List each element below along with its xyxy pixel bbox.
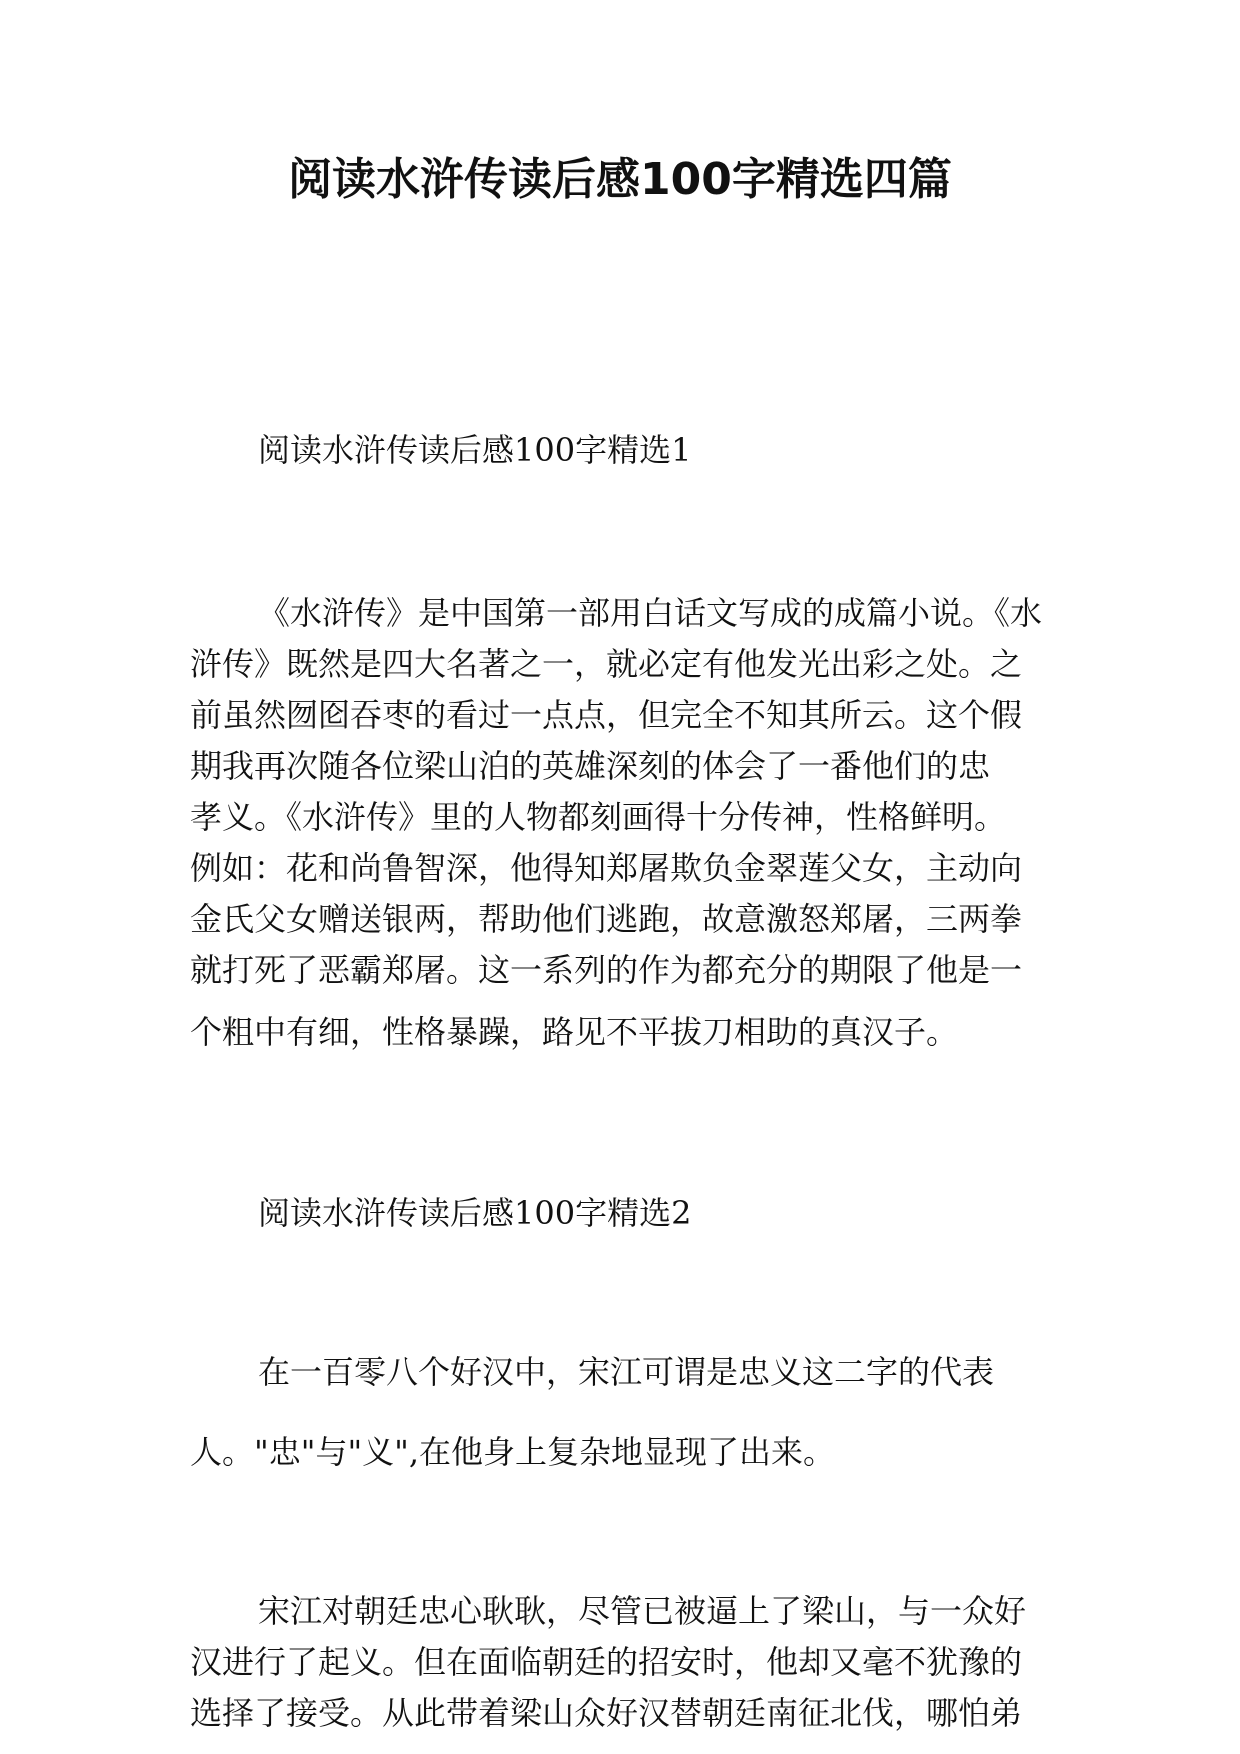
- document-title: 阅读水浒传读后感100字精选四篇: [288, 154, 952, 205]
- text-line: 金氏父女赠送银两，帮助他们逃跑，故意激怒郑屠，三两拳: [190, 900, 1023, 938]
- section-1-paragraph-1: [190, 588, 1047, 1058]
- text-line: 孝义。《水浒传》里的人物都刻画得十分传神，性格鲜明。: [190, 798, 1007, 836]
- section-2-paragraph-1: [190, 1347, 1047, 1478]
- text-line: 个粗中有细，性格暴躁，路见不平拔刀相助的真汉子。: [190, 1013, 959, 1051]
- text-line: 汉进行了起义。但在面临朝廷的招安时，他却又毫不犹豫的: [190, 1643, 1023, 1681]
- section-2-paragraph-2: [190, 1586, 1047, 1739]
- text-line: 选择了接受。从此带着梁山众好汉替朝廷南征北伐，哪怕弟: [190, 1694, 1023, 1732]
- text-line: 例如：花和尚鲁智深，他得知郑屠欺负金翠莲父女，主动向: [190, 849, 1023, 887]
- text-line: 浒传》既然是四大名著之一，就必定有他发光出彩之处。之: [190, 645, 1023, 683]
- text-line: 期我再次随各位梁山泊的英雄深刻的体会了一番他们的忠: [190, 747, 991, 785]
- text-line: 前虽然囫囵吞枣的看过一点点，但完全不知其所云。这个假: [190, 696, 1023, 734]
- section-heading-2: 阅读水浒传读后感100字精选2: [258, 1194, 692, 1232]
- text-line: 人。"忠"与"义",在他身上复杂地显现了出来。: [190, 1433, 836, 1471]
- text-line: 《水浒传》是中国第一部用白话文写成的成篇小说。《水: [258, 594, 1043, 632]
- section-heading-1: 阅读水浒传读后感100字精选1: [258, 431, 692, 469]
- text-line: 就打死了恶霸郑屠。这一系列的作为都充分的期限了他是一: [190, 951, 1023, 989]
- text-line: 宋江对朝廷忠心耿耿，尽管已被逼上了梁山，与一众好: [258, 1592, 1027, 1630]
- text-line: 在一百零八个好汉中，宋江可谓是忠义这二字的代表: [258, 1353, 995, 1391]
